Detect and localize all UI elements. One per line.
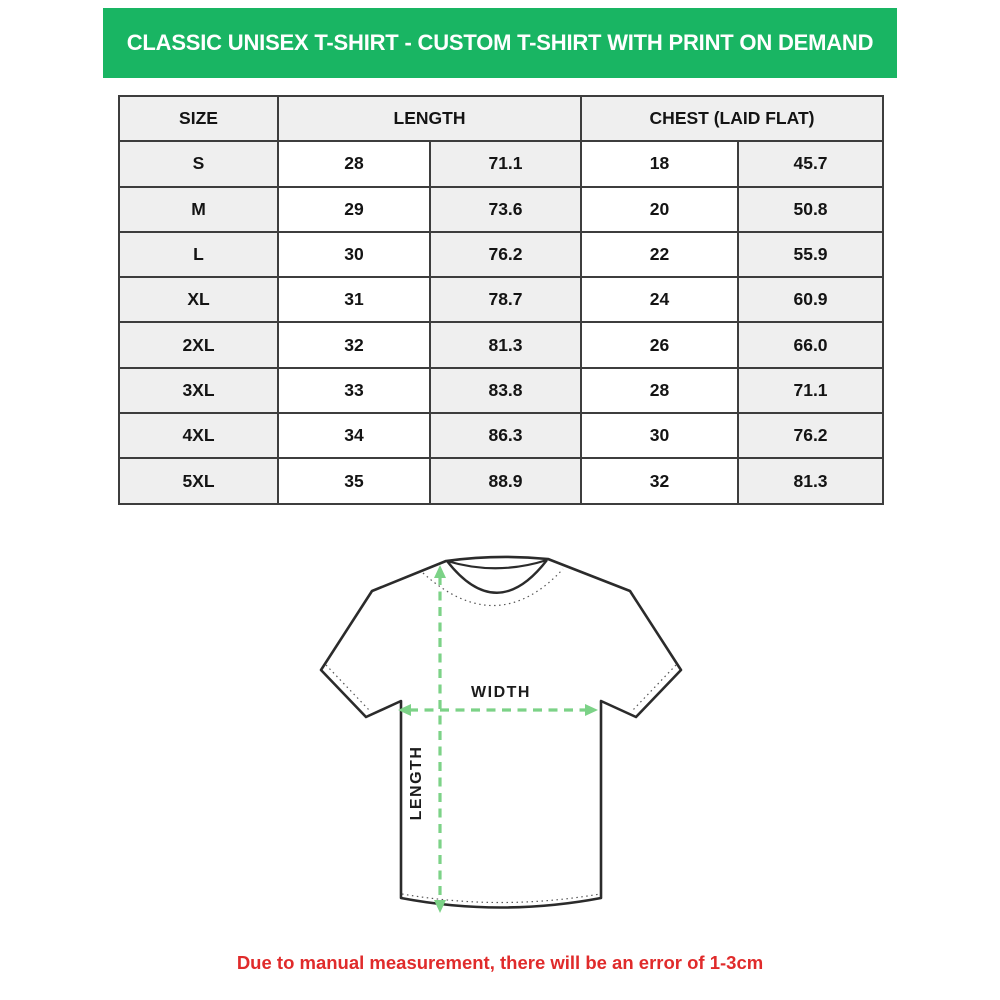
length-cm-cell: 83.8 xyxy=(430,368,581,413)
size-cell: XL xyxy=(119,277,278,322)
size-cell: M xyxy=(119,187,278,232)
column-header-chest: CHEST (LAID FLAT) xyxy=(581,96,883,141)
chest-in-cell: 28 xyxy=(581,368,738,413)
table-row xyxy=(119,232,883,277)
chest-in-cell: 18 xyxy=(581,141,738,186)
table-header-row xyxy=(119,96,883,141)
measurement-disclaimer: Due to manual measurement, there will be an error of 1-3cm xyxy=(236,952,764,973)
table-row xyxy=(119,368,883,413)
chest-in-cell: 30 xyxy=(581,413,738,458)
length-cm-cell: 76.2 xyxy=(430,232,581,277)
table-row xyxy=(119,141,883,186)
title-banner xyxy=(103,8,897,78)
length-in-cell: 29 xyxy=(278,187,430,232)
tshirt-diagram-svg xyxy=(308,545,698,937)
table-row xyxy=(119,322,883,367)
length-cm-cell: 73.6 xyxy=(430,187,581,232)
table-row xyxy=(119,277,883,322)
chest-cm-cell: 71.1 xyxy=(738,368,883,413)
length-cm-cell: 86.3 xyxy=(430,413,581,458)
size-cell: S xyxy=(119,141,278,186)
size-cell: L xyxy=(119,232,278,277)
chest-in-cell: 20 xyxy=(581,187,738,232)
length-cm-cell: 78.7 xyxy=(430,277,581,322)
chest-cm-cell: 81.3 xyxy=(738,458,883,503)
chest-cm-cell: 60.9 xyxy=(738,277,883,322)
chest-cm-cell: 76.2 xyxy=(738,413,883,458)
table-row xyxy=(119,458,883,503)
length-in-cell: 33 xyxy=(278,368,430,413)
tshirt-outline xyxy=(321,557,681,908)
size-chart-table xyxy=(118,95,884,505)
tshirt-measurement-diagram xyxy=(308,545,698,937)
size-cell: 3XL xyxy=(119,368,278,413)
width-label: WIDTH xyxy=(471,684,531,701)
length-in-cell: 30 xyxy=(278,232,430,277)
chest-in-cell: 24 xyxy=(581,277,738,322)
page-title: CLASSIC UNISEX T-SHIRT - CUSTOM T-SHIRT WITH PRINT ON DEMAND xyxy=(126,30,874,55)
chest-cm-cell: 50.8 xyxy=(738,187,883,232)
chest-cm-cell: 45.7 xyxy=(738,141,883,186)
size-cell: 4XL xyxy=(119,413,278,458)
chest-cm-cell: 55.9 xyxy=(738,232,883,277)
length-in-cell: 32 xyxy=(278,322,430,367)
column-header-size: SIZE xyxy=(119,96,278,141)
chest-in-cell: 26 xyxy=(581,322,738,367)
length-in-cell: 35 xyxy=(278,458,430,503)
table-row xyxy=(119,413,883,458)
chest-in-cell: 22 xyxy=(581,232,738,277)
length-in-cell: 34 xyxy=(278,413,430,458)
size-cell: 2XL xyxy=(119,322,278,367)
size-cell: 5XL xyxy=(119,458,278,503)
chest-cm-cell: 66.0 xyxy=(738,322,883,367)
chest-in-cell: 32 xyxy=(581,458,738,503)
length-cm-cell: 88.9 xyxy=(430,458,581,503)
column-header-length: LENGTH xyxy=(278,96,581,141)
length-cm-cell: 71.1 xyxy=(430,141,581,186)
length-in-cell: 28 xyxy=(278,141,430,186)
length-label: LENGTH xyxy=(408,745,425,821)
table-row xyxy=(119,187,883,232)
length-in-cell: 31 xyxy=(278,277,430,322)
length-cm-cell: 81.3 xyxy=(430,322,581,367)
